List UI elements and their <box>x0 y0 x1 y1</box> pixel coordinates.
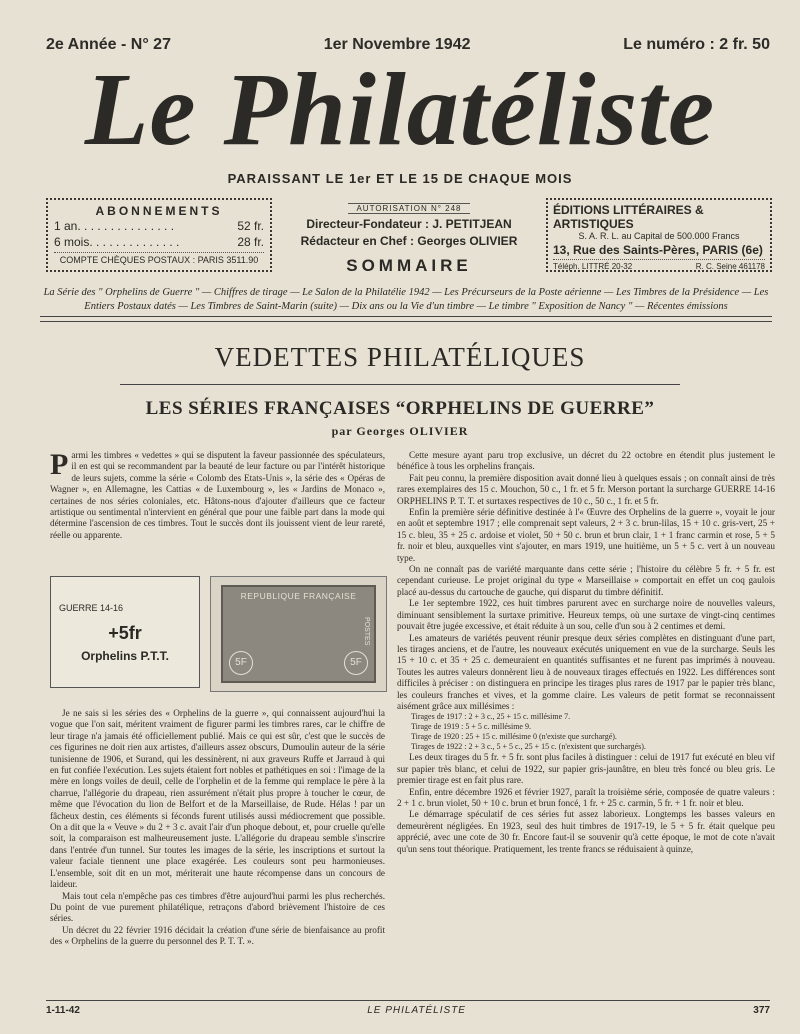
article-column-2 <box>397 450 775 855</box>
stamp-postes: POSTES <box>363 617 370 646</box>
subscriptions-box <box>46 198 272 272</box>
paragraph: Enfin la première série définitive destinée à l'« Œuvre des Orphelins de la guerre », voyait le jour en août et septembre 1917 ; elle comprenait sept valeurs, 2 + 3 c. brun-lilas, 15 + 10 c. gris-vert, 25 + 15 c. bleu, 35 + 25 c. ardoise et violet, 50 + 50 c. brun et brun clair, 1 + 1 franc carmin et rose, 5 + 5 fr. noir et bleu, auxquelles vint s'ajouter, en mars 1919, une huitième, un 5 + 5 c. vert à un nouveau type. <box>397 507 775 563</box>
stamp-value-left: 5F <box>229 651 253 675</box>
direction-block <box>284 198 534 276</box>
publisher-capital: S. A. R. L. au Capital de 500.000 Francs <box>578 231 740 241</box>
authorisation: AUTORISATION N° 248 <box>348 203 469 214</box>
stamp-country: REPUBLIQUE FRANÇAISE <box>240 591 357 601</box>
masthead-title: Le Philatéliste <box>84 52 716 167</box>
publisher-rc: R. C. Seine 461178 <box>695 262 765 271</box>
subscription-row: 6 mois. . . . . . . . . . . . . . 28 fr. <box>54 235 264 249</box>
page-footer <box>46 1000 770 1016</box>
subscriptions-heading: ABONNEMENTS <box>95 204 223 218</box>
article-column-1 <box>50 708 385 948</box>
paragraph: Les amateurs de variétés peuvent réunir presque deux séries complètes en distinguant d'une part, les tirages anciens, et de l'autre, les nouveaux exécutés uniquement en vue de la surcharge. Seuls les 15 + 10 c. et 35 + 25 c. demeuraient en quantités suffisantes et ne furent pas imprimés à nouveau. Toutes les autres valeurs donnèrent lieu à de nouveaux tirages effectués en 1922. Les différences sont difficiles à préciser : on distinguera en principe les tirages plus rares de 1917 par le papier très blanc, les couleurs franches et vives, et la gomme claire. Les valeurs de petit format se reconnaissent aisément grâce aux millésimes : <box>397 632 775 711</box>
footer-journal: LE PHILATÉLISTE <box>367 1005 466 1016</box>
issue-number: 2e Année - N° 27 <box>46 36 171 53</box>
paragraph: Le 1er septembre 1922, ces huit timbres parurent avec en surcharge noire de nouvelles valeurs, diminuant sensiblement la surtaxe primitive. Heureux temps, où une surtaxe de vingt-cinq centimes pouvait être jugée excessive, et était réduite à un sou, celle d'un sou à 2 centimes et demi. <box>397 598 775 632</box>
paragraph: Mais tout cela n'empêche pas ces timbres d'être aujourd'hui parmi les plus recherchés. Du point de vue purement philatélique, retraçons d'abord brièvement l'histoire de ces séries. <box>50 890 385 924</box>
stamp-image <box>210 576 387 692</box>
publisher-phone: Téléph. LITTRÉ 20-32 <box>553 262 633 271</box>
postal-account: COMPTE CHÈQUES POSTAUX : PARIS 3511.90 <box>54 252 264 265</box>
summary-contents: La Série des " Orphelins de Guerre " — Chiffres de tirage — Le Salon de la Philatélie 1942 — Les Précurseurs de la Poste aérienne — Les Timbres de la Présidence — Les Entiers Postaux datés — Les Timbres de Saint-Marin (suite) — Dix ans ou la Vie d'un timbre — Le timbre " Exposition de Nancy " — Récentes émissions <box>43 287 769 312</box>
article-byline: par Georges OLIVIER <box>331 424 469 438</box>
tirage-line: Tirages de 1917 : 2 + 3 c., 25 + 15 c. millésime 7. <box>411 712 571 722</box>
paragraph: On ne connaît pas de variété marquante dans cette série ; l'histoire du célèbre 5 fr. + 5 fr. est cependant curieuse. Le projet original du type « Marseillaise » comportait en effet un coq gaulois placé au-dessus du cartouche de gauche, qui disparut du timbre définitif. <box>397 564 775 597</box>
divider <box>120 384 680 389</box>
publisher-box <box>546 198 772 272</box>
tagline: PARAISSANT LE 1er ET LE 15 DE CHAQUE MOIS <box>227 171 573 186</box>
page-number: 377 <box>753 1005 770 1016</box>
publisher-address: 13, Rue des Saints-Pères, PARIS (6e) <box>553 243 763 257</box>
sommaire-heading: SOMMAIRE <box>346 256 472 275</box>
tirage-line: Tirage de 1920 : 25 + 15 c. millésime 0 (n'existe que surchargé). <box>411 732 617 742</box>
paragraph: Je ne sais si les séries des « Orphelins de la guerre », qui connaissent aujourd'hui la vogue que l'on sait, méritent vraiment de figurer parmi les timbres rares, car le chiffre de leur tirage n'a jamais été officiellement publié. Mais ce qui est sûr, c'est que le succès de ces figurines ne doit rien aux artistes, d'ailleurs assez obscurs, Dumoulin auteur de la série tunisienne de 1906, et Surand, qui les dessinèrent, ni aux graveurs Ruffe et Jarraud à qui en fut confiée l'exécution. Les sujets étaient fort nobles et pathétiques en soi : l'image de la mère en longs voiles de deuil, celle de l'orphelin et de la femme qui remplace le père à la charrue, l'allégorie du drapeau, rien assurément n'était plus propre à toucher le cœur, de même que l'évocation du lion de Belfort et de la Marseillaise, de Rude. Hélas ! par un fâcheux destin, ces éléments si féconds furent utilisés aussi médiocrement que possible. On a dit que la « Veuve » du 2 + 3 c. avait l'air d'un phoque debout, et, pour cruelle qu'elle soit, la comparaison est malheureusement juste. L'allégorie du drapeau semble s'inscrire dans l'entrée d'un tunnel. Sur toutes les images de la série, les inscriptions et surtout la valeur faciale tiennent une place exagérée. Les couleurs sont peu harmonieuses. L'ensemble, soit dit en un mot, mériterait une haute récompense dans un concours de laideur. <box>50 708 385 890</box>
issue-date: 1er Novembre 1942 <box>323 36 471 53</box>
overprint-line-1: GUERRE 14-16 <box>59 603 124 613</box>
paragraph: Les deux tirages du 5 fr. + 5 fr. sont plus faciles à distinguer : celui de 1917 fut exécuté en bleu vif sur papier très blanc, et celui de 1922, sur papier gris-jaunâtre, en bleu très foncé ou bleu gris. Le premier tirage est en fait plus rare. <box>397 752 775 786</box>
issue-price: Le numéro : 2 fr. 50 <box>623 36 770 53</box>
paragraph: Cette mesure ayant paru trop exclusive, un décret du 22 octobre en étendit plus justement le bénéfice à tous les orphelins français. <box>397 450 775 472</box>
article-headline: LES SÉRIES FRANÇAISES “ORPHELINS DE GUERRE” <box>145 398 655 419</box>
divider <box>40 316 772 322</box>
paragraph: Le démarrage spéculatif de ces séries fut assez laborieux. Longtemps les basses valeurs en demeurèrent négligées. En 1923, seul des huit timbres de 1917-19, le 5 + 5 fr. était quelque peu apprécié, avec une cote de 30 fr. Encore faut-il se souvenir qu'à cette époque, le mot de cote n'avait qu'un sens tout théorique. Pratiquement, les trente francs se réduisaient à quinze, <box>397 809 775 854</box>
section-heading: VEDETTES PHILATÉLIQUES <box>214 342 586 372</box>
article-intro: Parmi les timbres « vedettes » qui se disputent la faveur passionnée des spéculateurs, il en est qui se recommandent par la beauté de leur facture ou par l'intérêt historique de leurs sujets, comme la série « Colomb des Etats-Unis », la série des « Opéras de Wagner », en Allemagne, les Cattias « de Luxembourg », les « Jardins de Monaco », certaines de nos séries coloniales, etc. Hâtons-nous d'ajouter d'ailleurs que ce facteur artistique ou sentimental n'intervient en général que pour une faible part dans la mode qui détermine l'ascension de ces timbres. Tout le succès dont ils jouissent vient de leur rareté, réelle ou apparente. <box>50 448 385 540</box>
editor: Rédacteur en Chef : Georges OLIVIER <box>300 234 518 248</box>
subscription-row: 1 an. . . . . . . . . . . . . . . 52 fr. <box>54 219 264 233</box>
paragraph: Enfin, entre décembre 1926 et février 1927, paraît la troisième série, composée de quatre valeurs : 2 + 1 c. brun violet, 50 + 10 c. brun et brun foncé, 1 fr. + 25 c. carmin, 5 fr. + 1 fr. noir et bleu. <box>397 786 775 808</box>
paragraph: Fait peu connu, la première disposition avait donné lieu à quelques essais ; on connaît ainsi de très rares exemplaires des 15 c. Mouchon, 50 c., 1 fr. et 5 fr. Merson portant la surcharge GUERRE 14-16 ORPHELINS P. T. T. et surtaxes respectives de 10 c., 50 c., 1 fr. et 5 fr. <box>397 472 775 506</box>
tirage-line: Tirages de 1922 : 2 + 3 c., 5 + 5 c., 25 + 15 c. (n'existent que surchargés). <box>411 742 646 752</box>
publisher-name: ÉDITIONS LITTÉRAIRES & ARTISTIQUES <box>553 203 704 231</box>
overprint-value: +5fr <box>108 623 142 643</box>
stamp-value-right: 5F <box>344 651 368 675</box>
drop-cap: P <box>50 448 69 481</box>
tirage-line: Tirage de 1919 : 5 + 5 c. millésime 9. <box>411 722 531 732</box>
footer-date: 1-11-42 <box>46 1005 80 1016</box>
overprint-line-2: Orphelins P.T.T. <box>81 649 169 663</box>
director: Directeur-Fondateur : J. PETITJEAN <box>306 217 512 231</box>
overprint-illustration <box>50 576 200 688</box>
paragraph: Un décret du 22 février 1916 décidait la création d'une série de bienfaisance au profit des « Orphelins de la guerre du personnel des P. T. T. ». <box>50 924 385 947</box>
